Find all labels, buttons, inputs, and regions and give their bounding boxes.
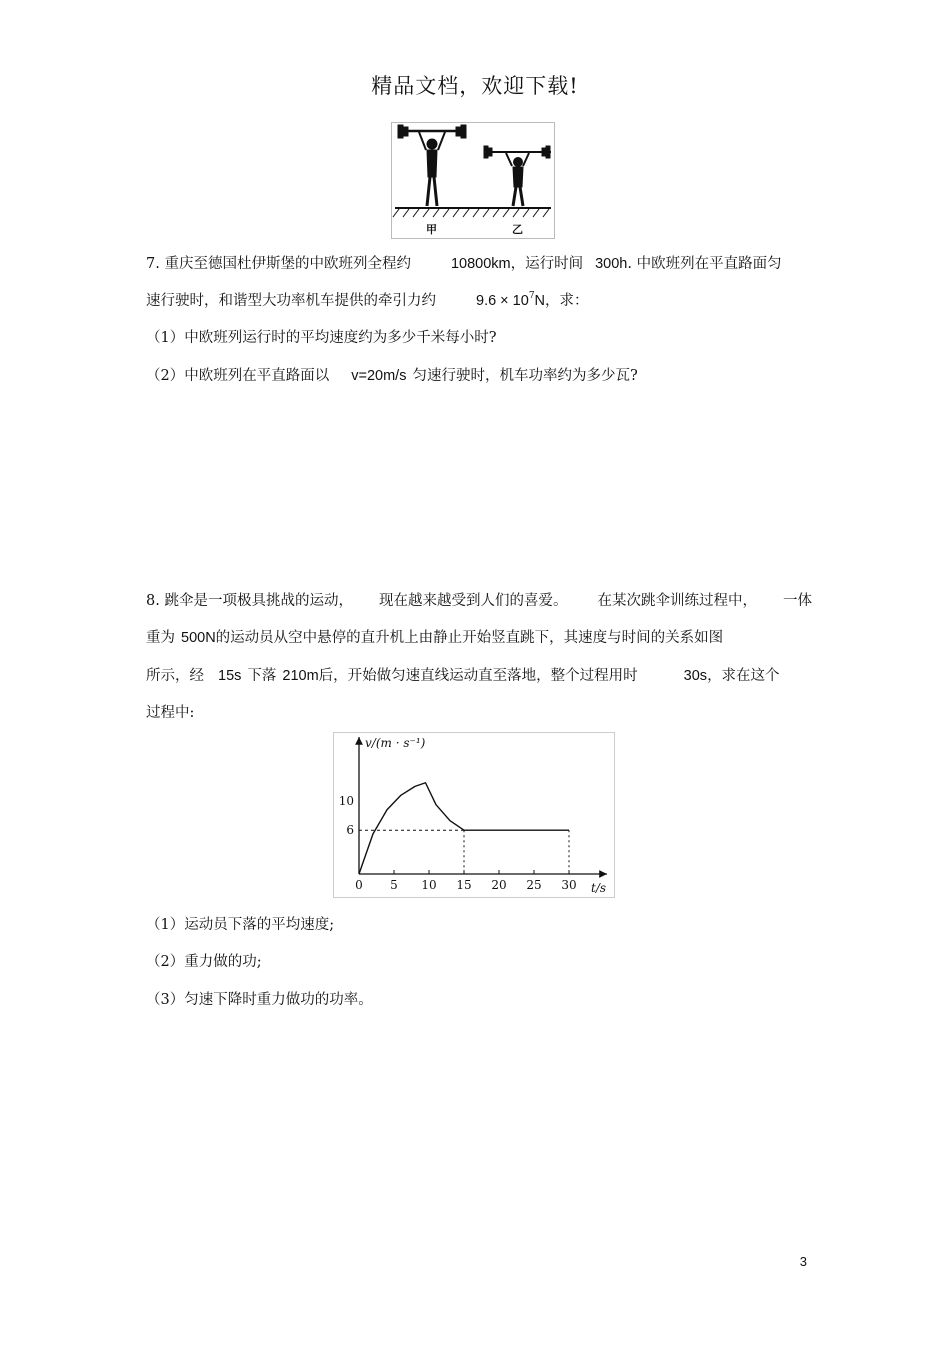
x-tick-label: 5 (390, 878, 398, 892)
x-tick-label: 30 (561, 878, 577, 892)
label-a: 甲 (426, 223, 437, 236)
velocity-time-chart (333, 732, 615, 898)
x-tick-label: 15 (456, 878, 472, 892)
q8-sub-3: （3）匀速下降时重力做功的功率。 (146, 992, 373, 1008)
x-tick-label: 20 (491, 878, 507, 892)
lifter-b (484, 146, 551, 206)
page-header-title: 精品文档，欢迎下载! (371, 74, 579, 98)
q8-line-1: 8. 跳伞是一项极具挑战的运动， 现在越来越受到人们的喜爱。 在某次跳伞训练过程中， 一体 (146, 593, 812, 609)
y-tick-label: 6 (346, 823, 354, 838)
label-b: 乙 (512, 223, 523, 236)
q8-line-3: 所示，经 15s 下落 210m后，开始做匀速直线运动直至落地，整个过程用时 30s，求在这个 (146, 668, 780, 684)
q8-sub-1: （1）运动员下落的平均速度; (146, 917, 335, 933)
y-axis-label: v/(m · s⁻¹) (365, 736, 426, 750)
x-axis-label: t/s (591, 881, 607, 895)
q7-line-1: 7. 重庆至德国杜伊斯堡的中欧班列全程约 10800km，运行时间 300h. 中欧班列在平直路面匀 (146, 256, 782, 272)
q7-line-2: 速行驶时，和谐型大功率机车提供的牵引力约 $9.6 \times 10^7N$，求： (146, 291, 589, 309)
x-tick-label: 0 (355, 878, 363, 892)
x-tick-label: 10 (421, 878, 437, 892)
lifter-a (398, 125, 466, 206)
q7-sub-1: （1）中欧班列运行时的平均速度约为多少千米每小时? (146, 330, 497, 346)
q8-line-4: 过程中: (146, 705, 195, 721)
page-number: 3 (799, 1254, 807, 1269)
q8-sub-2: （2）重力做的功; (146, 954, 262, 970)
q7-sub-2: （2）中欧班列在平直路面以 v=20m/s 匀速行驶时，机车功率约为多少瓦? (146, 368, 638, 384)
y-tick-label: 10 (338, 794, 354, 808)
x-tick-label: 25 (526, 878, 542, 892)
q8-line-2: 重为 500N的运动员从空中悬停的直升机上由静止开始竖直跳下，其速度与时间的关系如图 (146, 630, 724, 646)
weightlifters-figure (391, 122, 556, 240)
